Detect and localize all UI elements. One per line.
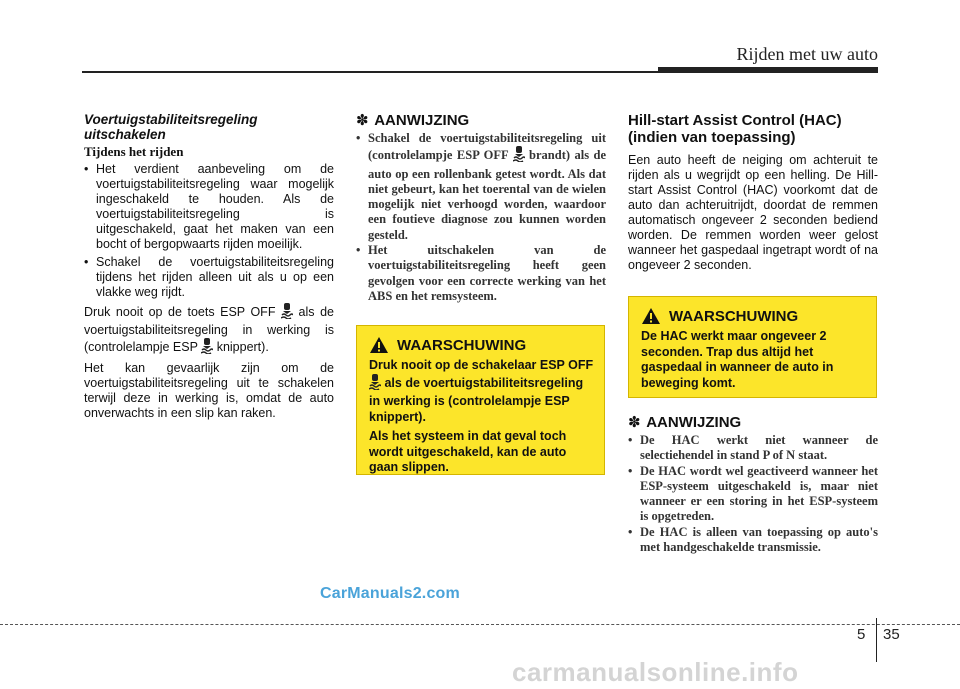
danger-paragraph: Het kan gevaarlijk zijn om de voertuigstabiliteitsregeling uit te schakelen terwijl deze in werking is, omdat de auto onverwachts in een slip kan raken. [84,361,334,420]
hac-paragraph: Een auto heeft de neiging om achteruit te rijden als u wegrijdt op een helling. De Hill-start Assist Control (HAC) voorkomt dat de auto dan achteruitrijdt, doordat de remmen automatisch ongeveer 2 seconden bediend worden. De remmen worden weer gelost wanneer het gaspedaal ingetrapt wordt of na ongeveer 2 seconden. [628,153,878,272]
esp-off-icon [513,146,525,166]
warning-text: Druk nooit op de schakelaar ESP OFF als de voertuigstabiliteitsregeling in werking is (controlelampje ESP knippert). [369,358,594,424]
warning-box-hac [628,296,877,398]
watermark-bottom: carmanualsonline.info [512,657,799,687]
list-item: • De HAC is alleen van toepassing op auto's met handgeschakelde transmissie. [628,525,878,556]
note-star-icon: ✽ [356,112,369,129]
warning-title: WAARSCHUWING [369,336,594,354]
note-list [628,433,878,555]
note-list [356,131,606,304]
warning-text: Als het systeem in dat geval toch wordt uitgeschakeld, kan de auto gaan slippen. [369,429,567,474]
esp-off-icon [369,374,381,395]
note-star-icon: ✽ [628,414,641,431]
header-rule-accent [658,67,878,72]
note-heading: ✽ AANWIJZING [356,112,470,129]
footer-rule [0,624,960,625]
column-middle [356,112,606,304]
warning-text: De HAC werkt maar ongeveer 2 seconden. Trap dus altijd het gaspedaal in wanneer de auto in beweging komt. [641,329,834,390]
list-item: • De HAC wordt wel geactiveerd wanneer het ESP-systeem uitgeschakeld is, maar niet wanneer er een storing in het ESP-systeem is opgetreden. [628,464,878,525]
column-right [628,112,878,273]
header-title: Rijden met uw auto [736,44,878,64]
list-item: • Schakel de voertuigstabiliteitsregeling uit (controlelampje ESP OFF brandt) als de auto op een rollenbank getest wordt. Als dat niet gebeurt, kan het toerental van de wielen mogelijk niet verhoogd worden, waardoor een foutieve diagnose zou kunnen worden gesteld. [356,131,606,243]
section-number: 5 [857,626,866,643]
warning-triangle-icon [641,307,661,325]
esp-icon [201,338,213,358]
driving-bullet-list [84,162,334,300]
warning-title: WAARSCHUWING [641,307,866,325]
list-item: • Het verdient aanbeveling om de voertuigstabiliteitsregeling waar mogelijk ingeschakeld te houden. Als de voertuigstabiliteitsregeling is uitgeschakeld, gaat het maken van een bocht of bergopwaarts rijden moeilijk. [84,162,334,252]
list-item: • Schakel de voertuigstabiliteitsregeling tijdens het rijden alleen uit als u op een vlakke weg rijdt. [84,255,334,300]
section-subheading: Voertuigstabiliteitsregeling uitschakelen [84,112,258,142]
warning-triangle-icon [369,336,389,354]
watermark-link[interactable]: CarManuals2.com [320,585,460,602]
when-driving-label: Tijdens het rijden [84,144,184,159]
list-item: • Het uitschakelen van de voertuigstabiliteitsregeling heeft geen gevolgen voor een correcte werking van het ABS en het remsysteem. [356,243,606,304]
column-left [84,112,334,421]
note-heading: ✽ AANWIJZING [628,414,742,431]
page-number: 35 [883,626,900,643]
hac-title: Hill-start Assist Control (HAC) (indien van toepassing) [628,112,842,146]
esp-off-paragraph: Druk nooit op de toets ESP OFF als de voertuigstabiliteitsregeling in werking is (controlelampje ESP knippert). [84,303,334,358]
page-number-divider [876,618,877,662]
esp-off-icon [281,303,293,323]
hac-note [628,414,878,555]
list-item: • De HAC werkt niet wanneer de selectiehendel in stand P of N staat. [628,433,878,464]
warning-box-esp [356,325,605,475]
